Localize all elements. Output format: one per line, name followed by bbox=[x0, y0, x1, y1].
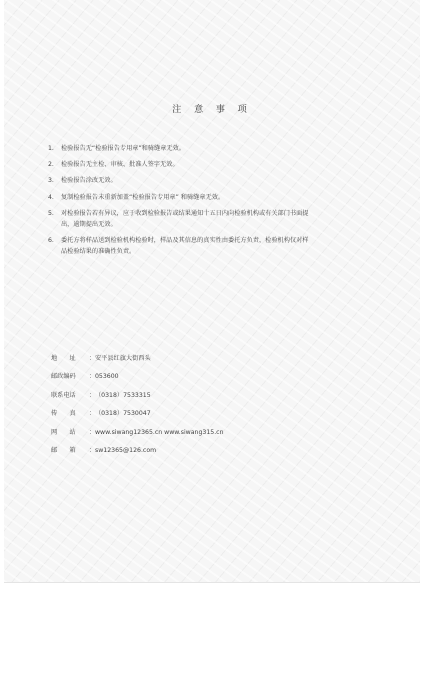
notice-text: 检验报告涂改无效。 bbox=[61, 177, 117, 185]
contact-phone: 联系电话 ： （0318）7533315 bbox=[51, 390, 351, 401]
notice-item bbox=[48, 175, 388, 186]
notice-text: 检验报告无主检、审核、批准人签字无效。 bbox=[61, 161, 179, 169]
contact-label: 联系电话 bbox=[51, 391, 76, 399]
contact-address: 地 址 ： 安平县红旗大街西头 bbox=[51, 353, 351, 364]
contact-value: sw12365@126.com bbox=[95, 446, 157, 454]
contact-label: 网 站 bbox=[51, 428, 76, 436]
contact-value: （0318）7530047 bbox=[95, 410, 151, 418]
contact-info bbox=[51, 353, 351, 463]
contact-label: 邮政编码 bbox=[51, 373, 76, 381]
contact-website: 网 站 ： www.siwang12365.cn www.siwang315.cn bbox=[51, 427, 351, 438]
contact-label: 地 址 bbox=[51, 355, 76, 362]
notice-text: 复制检验报告未重新加盖“检验报告专用章” 和骑缝章无效。 bbox=[61, 193, 225, 201]
notice-item bbox=[48, 208, 388, 230]
notice-item bbox=[48, 159, 388, 170]
contact-fax: 传 真 ： （0318）7530047 bbox=[51, 408, 351, 419]
contact-value: 安平县红旗大街西头 bbox=[95, 355, 151, 362]
contact-label: 传 真 bbox=[51, 410, 76, 418]
notice-item bbox=[48, 235, 388, 257]
notice-number: 4. bbox=[48, 193, 54, 201]
notice-number: 5. bbox=[48, 209, 54, 217]
document-page bbox=[4, 0, 420, 583]
contact-value: （0318）7533315 bbox=[95, 391, 151, 399]
notice-text: 委托方将样品送到检验机构检验时，样品及其信息的真实性由委托方负责，检验机构仅对样 品检验结果的准确性负责。 bbox=[61, 236, 309, 255]
notice-number: 1. bbox=[48, 145, 54, 152]
notice-text: 对检验报告若有异议，应于收到检验报告或结果通知十五日内向检验机构或有关部门书面提 出，逾期提出无效。 bbox=[61, 209, 309, 228]
notice-number: 3. bbox=[48, 177, 54, 185]
notice-item bbox=[48, 143, 388, 154]
notice-list bbox=[48, 143, 388, 262]
page-title: 注 意 事 项 bbox=[172, 105, 252, 115]
contact-email: 邮 箱 ： sw12365@126.com bbox=[51, 445, 351, 456]
notice-number: 6. bbox=[48, 236, 54, 244]
contact-value: 053600 bbox=[95, 373, 119, 381]
notice-text: 检验报告无“检验报告专用章”和骑缝章无效。 bbox=[61, 145, 185, 152]
notice-number: 2. bbox=[48, 161, 54, 169]
contact-postcode: 邮政编码 ： 053600 bbox=[51, 371, 351, 382]
contact-label: 邮 箱 bbox=[51, 446, 76, 454]
contact-value: www.siwang12365.cn www.siwang315.cn bbox=[95, 428, 224, 436]
notice-item bbox=[48, 192, 388, 203]
